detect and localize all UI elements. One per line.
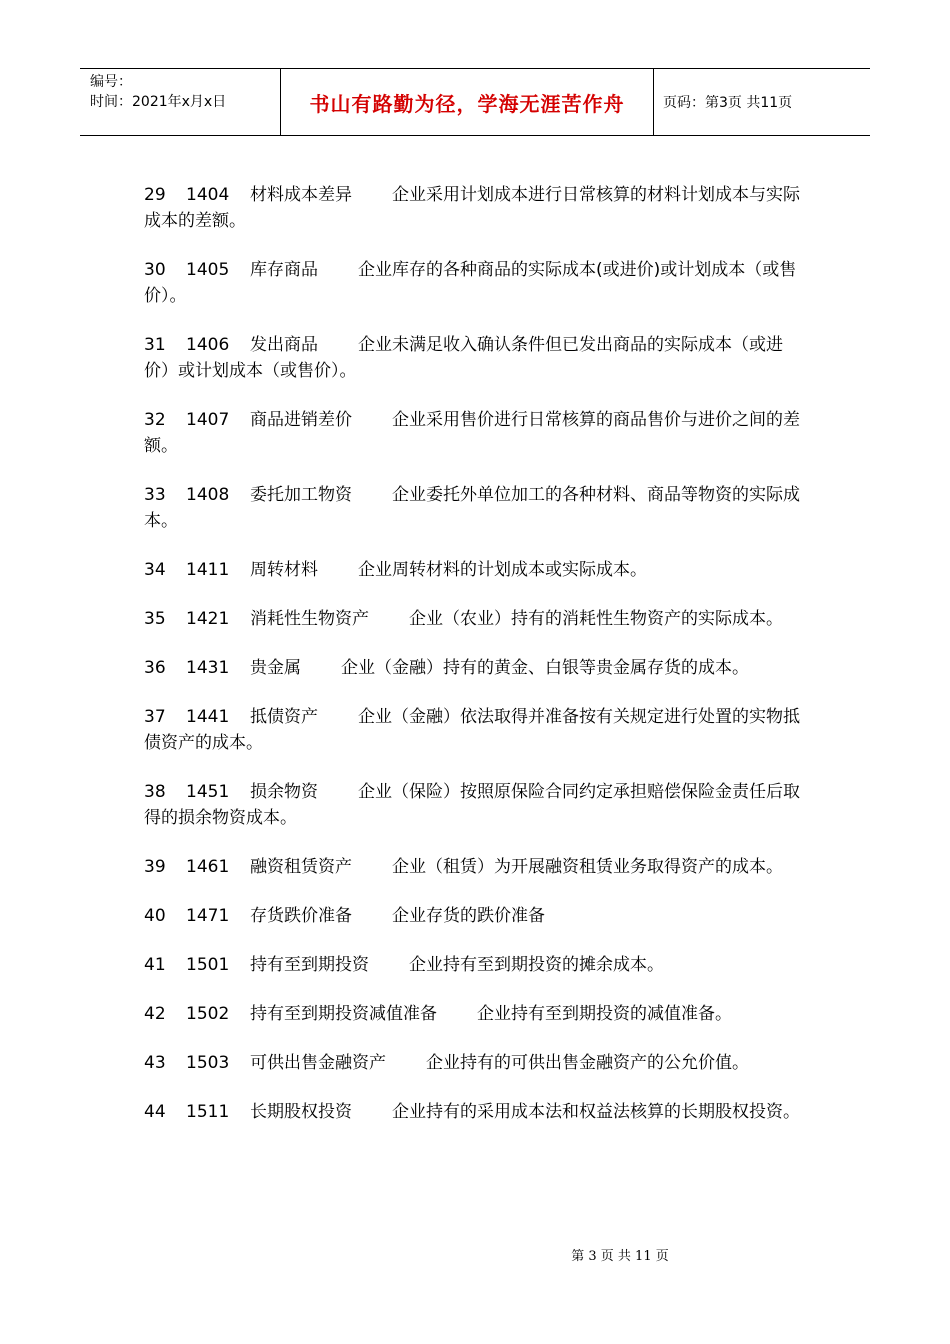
account-description: 企业持有至到期投资的减值准备。 bbox=[477, 1004, 732, 1024]
account-code: 1451 bbox=[186, 782, 230, 802]
account-entry bbox=[144, 1001, 808, 1027]
header-motto: 书山有路勤为径，学海无涯苦作舟 bbox=[281, 69, 654, 135]
account-code: 1511 bbox=[186, 1102, 230, 1122]
account-name: 损余物资 bbox=[250, 782, 318, 802]
account-entry bbox=[144, 704, 808, 756]
account-description: 企业库存的各种商品的实际成本(或进价)或计划成本（或售价）。 bbox=[144, 260, 797, 306]
account-code: 1421 bbox=[186, 609, 230, 629]
account-entry bbox=[144, 557, 808, 583]
header-page-info: 页码：第3页 共11页 bbox=[663, 95, 793, 111]
account-description: 企业采用售价进行日常核算的商品售价与进价之间的差额。 bbox=[144, 410, 800, 456]
account-entry bbox=[144, 655, 808, 681]
account-name: 周转材料 bbox=[250, 560, 318, 580]
account-code: 1471 bbox=[186, 906, 230, 926]
account-code: 1407 bbox=[186, 410, 230, 430]
account-name: 商品进销差价 bbox=[250, 410, 352, 430]
document-time: 时间：2021年x月x日 bbox=[90, 94, 227, 110]
account-name: 贵金属 bbox=[250, 658, 301, 678]
account-entry bbox=[144, 952, 808, 978]
account-description: 企业委托外单位加工的各种材料、商品等物资的实际成本。 bbox=[144, 485, 800, 531]
account-description: 企业周转材料的计划成本或实际成本。 bbox=[358, 560, 647, 580]
entry-number: 35 bbox=[144, 609, 166, 629]
account-entry bbox=[144, 482, 808, 534]
entry-number: 30 bbox=[144, 260, 166, 280]
account-name: 发出商品 bbox=[250, 335, 318, 355]
entry-number: 33 bbox=[144, 485, 166, 505]
account-entry bbox=[144, 779, 808, 831]
account-entry bbox=[144, 854, 808, 880]
account-name: 持有至到期投资 bbox=[250, 955, 369, 975]
account-name: 库存商品 bbox=[250, 260, 318, 280]
account-description: 企业（租赁）为开展融资租赁业务取得资产的成本。 bbox=[392, 857, 783, 877]
account-code: 1411 bbox=[186, 560, 230, 580]
account-entry bbox=[144, 606, 808, 632]
account-name: 消耗性生物资产 bbox=[250, 609, 369, 629]
account-code: 1404 bbox=[186, 185, 230, 205]
entry-number: 34 bbox=[144, 560, 166, 580]
account-name: 材料成本差异 bbox=[250, 185, 352, 205]
account-entry bbox=[144, 257, 808, 309]
account-description: 企业持有的可供出售金融资产的公允价值。 bbox=[426, 1053, 749, 1073]
account-description: 企业存货的跌价准备 bbox=[392, 906, 545, 926]
account-code: 1431 bbox=[186, 658, 230, 678]
account-description: 企业（农业）持有的消耗性生物资产的实际成本。 bbox=[409, 609, 783, 629]
account-description: 企业采用计划成本进行日常核算的材料计划成本与实际成本的差额。 bbox=[144, 185, 800, 231]
account-code: 1441 bbox=[186, 707, 230, 727]
account-name: 持有至到期投资减值准备 bbox=[250, 1004, 437, 1024]
account-description: 企业未满足收入确认条件但已发出商品的实际成本（或进价）或计划成本（或售价）。 bbox=[144, 335, 783, 381]
account-code: 1502 bbox=[186, 1004, 230, 1024]
entry-number: 43 bbox=[144, 1053, 166, 1073]
account-name: 委托加工物资 bbox=[250, 485, 352, 505]
account-name: 长期股权投资 bbox=[250, 1102, 352, 1122]
account-name: 融资租赁资产 bbox=[250, 857, 352, 877]
account-description: 企业持有至到期投资的摊余成本。 bbox=[409, 955, 664, 975]
page-footer: 第 3 页 共 11 页 bbox=[571, 1249, 669, 1264]
account-code: 1408 bbox=[186, 485, 230, 505]
account-description: 企业持有的采用成本法和权益法核算的长期股权投资。 bbox=[392, 1102, 800, 1122]
account-name: 抵债资产 bbox=[250, 707, 318, 727]
account-name: 存货跌价准备 bbox=[250, 906, 352, 926]
entry-number: 39 bbox=[144, 857, 166, 877]
account-description: 企业（保险）按照原保险合同约定承担赔偿保险金责任后取得的损余物资成本。 bbox=[144, 782, 800, 828]
account-entry bbox=[144, 407, 808, 459]
page-header bbox=[80, 68, 870, 136]
entry-number: 29 bbox=[144, 185, 166, 205]
header-meta bbox=[80, 69, 281, 135]
entry-number: 44 bbox=[144, 1102, 166, 1122]
account-entry bbox=[144, 1099, 808, 1125]
account-name: 可供出售金融资产 bbox=[250, 1053, 386, 1073]
account-code: 1461 bbox=[186, 857, 230, 877]
entry-number: 36 bbox=[144, 658, 166, 678]
entry-number: 38 bbox=[144, 782, 166, 802]
account-description: 企业（金融）依法取得并准备按有关规定进行处置的实物抵债资产的成本。 bbox=[144, 707, 800, 753]
entry-number: 31 bbox=[144, 335, 166, 355]
account-code: 1501 bbox=[186, 955, 230, 975]
account-description: 企业（金融）持有的黄金、白银等贵金属存货的成本。 bbox=[341, 658, 749, 678]
entry-number: 41 bbox=[144, 955, 166, 975]
account-entry bbox=[144, 182, 808, 234]
account-list bbox=[144, 182, 808, 1148]
entry-number: 32 bbox=[144, 410, 166, 430]
account-entry bbox=[144, 1050, 808, 1076]
entry-number: 37 bbox=[144, 707, 166, 727]
account-code: 1405 bbox=[186, 260, 230, 280]
account-code: 1503 bbox=[186, 1053, 230, 1073]
entry-number: 42 bbox=[144, 1004, 166, 1024]
account-entry bbox=[144, 332, 808, 384]
document-number: 编号： bbox=[90, 74, 132, 90]
entry-number: 40 bbox=[144, 906, 166, 926]
account-entry bbox=[144, 903, 808, 929]
account-code: 1406 bbox=[186, 335, 230, 355]
